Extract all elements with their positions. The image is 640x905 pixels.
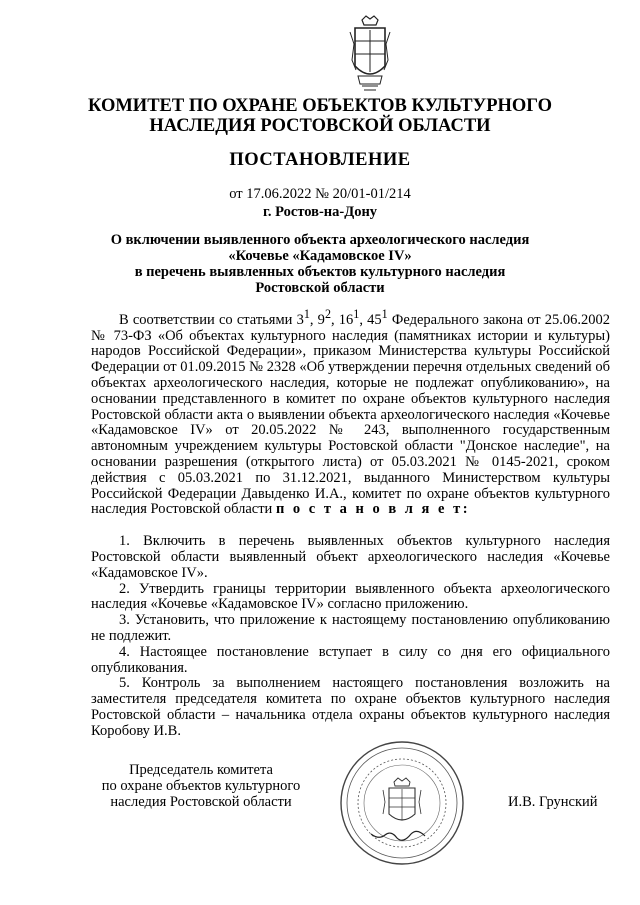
document-type: ПОСТАНОВЛЕНИЕ (229, 150, 411, 170)
decree-items (91, 534, 610, 739)
decree-item-3: 3. Установить, что приложение к настоящему постановлению опубликованию не подлежит. (91, 612, 610, 644)
signature-line-1: Председатель комитета (129, 762, 273, 778)
document-meta (80, 185, 560, 221)
article-superscript: 1 (381, 307, 388, 321)
preamble-text: В соответствии со статьями 3 (119, 311, 304, 328)
org-line-2: НАСЛЕДИЯ РОСТОВСКОЙ ОБЛАСТИ (149, 116, 491, 136)
decree-item-1: 1. Включить в перечень выявленных объектов культурного наследия Ростовской области выявленный объект археологического наследия «Кочевье «Кадамовское IV». (91, 533, 610, 581)
org-line-1: КОМИТЕТ ПО ОХРАНЕ ОБЪЕКТОВ КУЛЬТУРНОГО (88, 96, 552, 116)
signature-title (91, 762, 311, 810)
subject-line-3: в перечень выявленных объектов культурного наследия (134, 264, 506, 280)
organization-name (60, 96, 580, 136)
subject-line-2: «Кочевье «Кадамовское IV» (228, 248, 412, 264)
signer-name: И.В. Грунский (508, 794, 598, 810)
decree-item-5: 5. Контроль за выполнением настоящего постановления возложить на заместителя председателя комитета по охране объектов культурного наследия Ростовской области – начальника отдела охраны объектов культурного наследия Коробову И.В. (91, 675, 610, 739)
preamble-text: , 9 (309, 311, 325, 328)
seal-icon (337, 738, 467, 868)
document-body (91, 307, 610, 740)
subject-line-4: Ростовской области (255, 280, 385, 296)
article-superscript: 2 (324, 307, 331, 321)
preamble-paragraph (91, 307, 610, 518)
preamble-text: , 16 (330, 311, 354, 328)
preamble-text: , 45 (359, 311, 382, 328)
date-number: от 17.06.2022 № 20/01-01/214 (229, 186, 411, 202)
decree-item-2: 2. Утвердить границы территории выявленного объекта археологического наследия «Кочевье «Кадамовское IV» согласно приложению. (91, 580, 610, 613)
decree-item-4: 4. Настоящее постановление вступает в силу со дня его официального опубликования. (91, 643, 610, 676)
city: г. Ростов-на-Дону (262, 204, 378, 220)
coat-of-arms-icon (348, 14, 392, 94)
article-superscript: 1 (303, 307, 310, 321)
preamble-text: Федерального закона от 25.06.2002 № 73-ФЗ «Об объектах культурного наследия (памятниках истории и культуры) народов Российской Федерации», приказом Министерства культуры Российской Федерации от 01.09.2015 № 2328 «Об утверждении перечня отдельных сведений об объектах археологического наследия, которые не подлежат опубликованию», на основании представленного в комитет по охране объектов культурного наследия Ростовской области акта о выявлении объекта археологического наследия «Кочевье «Кадамовское IV» от 20.05.2022 № 243, выполненного государственным автономным учреждением культуры Ростовской области "Донское наследие", на основании разрешения (открытого листа) от 05.03.2021 № 0145-2021, сроком действия с 05.03.2021 по 31.12.2021, выданного Министерством культуры Российской Федерации Давыденко И.А., комитет по охране объектов культурного наследия Ростовской области (91, 311, 611, 518)
signature-line-3: наследия Ростовской области (110, 794, 292, 810)
article-superscript: 1 (353, 307, 360, 321)
decree-word: п о с т а н о в л я е т: (275, 501, 471, 518)
subject-line-1: О включении выявленного объекта археологического наследия (110, 232, 530, 248)
document-subject (100, 232, 540, 296)
signature-line-2: по охране объектов культурного (101, 778, 301, 794)
